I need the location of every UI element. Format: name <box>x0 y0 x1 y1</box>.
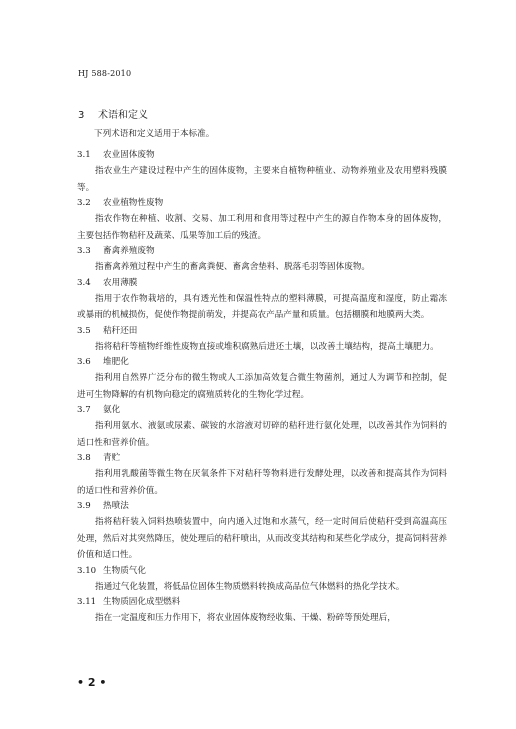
term-entry <box>77 324 447 356</box>
term-number: 3.1 <box>77 150 91 160</box>
term-definition: 指用于农作物栽培的，具有透光性和保温性特点的塑料薄膜，可提高温度和湿度，防止霜冻或暴雨的机械损伤，促使作物提前萌发，并提高农产品产量和质量。包括棚膜和地膜两大类。 <box>77 293 447 320</box>
term-heading <box>77 196 447 211</box>
term-title: 农用薄膜 <box>103 277 138 288</box>
term-title: 氨化 <box>103 405 121 415</box>
term-title: 畜禽养殖废物 <box>103 246 155 256</box>
term-entry <box>77 403 447 451</box>
term-number: 3.10 <box>77 565 97 576</box>
term-definition: 指农作物在种植、收割、交易、加工利用和食用等过程中产生的源自作物本身的固体废物，主要包括作物秸秆及蔬菜、瓜果等加工后的残渣。 <box>77 214 447 241</box>
section-intro: 下列术语和定义适用于本标准。 <box>94 129 215 139</box>
term-number: 3.4 <box>77 277 91 288</box>
term-entry <box>77 196 447 244</box>
term-definition: 指将秸秆等植物纤维性废物直接或堆积腐熟后进还土壤，以改善土壤结构，提高土壤肥力。 <box>95 341 439 352</box>
term-heading <box>77 244 447 259</box>
term-entry <box>77 564 447 596</box>
term-entry <box>77 595 447 627</box>
term-number: 3.9 <box>77 501 91 511</box>
term-heading <box>77 355 447 370</box>
term-title: 秸秆还田 <box>103 325 138 336</box>
term-heading <box>77 451 447 466</box>
term-heading <box>77 324 447 339</box>
term-title: 堆肥化 <box>103 357 129 367</box>
term-entry <box>77 499 447 564</box>
term-definition: 指利用自然界广泛分布的微生物或人工添加高效复合微生物菌剂，通过人为调节和控制，促进可生物降解的有机物向稳定的腐殖质转化的生物化学过程。 <box>77 373 447 400</box>
term-entry <box>77 244 447 276</box>
term-title: 农业固体废物 <box>103 150 155 160</box>
term-entry <box>77 355 447 403</box>
term-title: 青贮 <box>103 453 121 463</box>
term-definition: 指通过气化装置，将低品位固体生物质燃料转换成高品位气体燃料的热化学技术。 <box>95 581 405 592</box>
terms-list <box>77 148 447 627</box>
term-number: 3.7 <box>77 405 91 415</box>
term-entry <box>77 276 447 324</box>
term-heading <box>77 499 447 514</box>
section-number: 3 <box>78 110 85 121</box>
term-title: 生物质气化 <box>103 565 146 576</box>
term-title: 热喷法 <box>103 501 129 511</box>
term-entry <box>77 148 447 196</box>
term-definition: 指在一定温度和压力作用下，将农业固体废物经收集、干燥、粉碎等预处理后， <box>95 613 396 623</box>
term-definition: 指畜禽养殖过程中产生的畜禽粪便、畜禽舍垫料、脱落毛羽等固体废物。 <box>95 262 371 272</box>
section-title: 术语和定义 <box>98 110 148 121</box>
term-definition: 指利用乳酸菌等微生物在厌氧条件下对秸秆等物料进行发酵处理，以改善和提高其作为饲料的适口性和营养价值。 <box>77 469 447 496</box>
term-definition: 指将秸秆装入饲料热喷装置中，向内通入过饱和水蒸气，经一定时间后使秸秆受到高温高压处理，然后对其突然降压，使处理后的秸秆喷出，从而改变其结构和某些化学成分，提高饲料营养价值和适口性。 <box>77 517 447 560</box>
term-number: 3.5 <box>77 325 91 336</box>
term-heading <box>77 595 447 610</box>
term-title: 生物质固化成型燃料 <box>103 597 181 607</box>
term-entry <box>77 451 447 499</box>
term-title: 农业植物性废物 <box>103 198 164 208</box>
term-number: 3.6 <box>77 357 91 367</box>
standard-code-header: HJ 588-2010 <box>78 69 132 78</box>
term-number: 3.11 <box>77 597 97 607</box>
term-heading <box>77 564 447 579</box>
term-definition: 指农业生产建设过程中产生的固体废物，主要来自植物种植业、动物养殖业及农用塑料残膜等。 <box>77 166 447 193</box>
term-heading <box>77 403 447 418</box>
term-number: 3.3 <box>77 246 91 256</box>
term-number: 3.2 <box>77 198 91 208</box>
term-heading <box>77 148 447 163</box>
term-heading <box>77 276 447 291</box>
section-heading <box>78 106 148 121</box>
term-definition: 指利用氨水、液氨或尿素、碳铵的水溶液对切碎的秸秆进行氨化处理，以改善其作为饲料的适口性和营养价值。 <box>77 421 447 448</box>
term-number: 3.8 <box>77 453 91 463</box>
page-number: • 2 • <box>77 676 107 689</box>
